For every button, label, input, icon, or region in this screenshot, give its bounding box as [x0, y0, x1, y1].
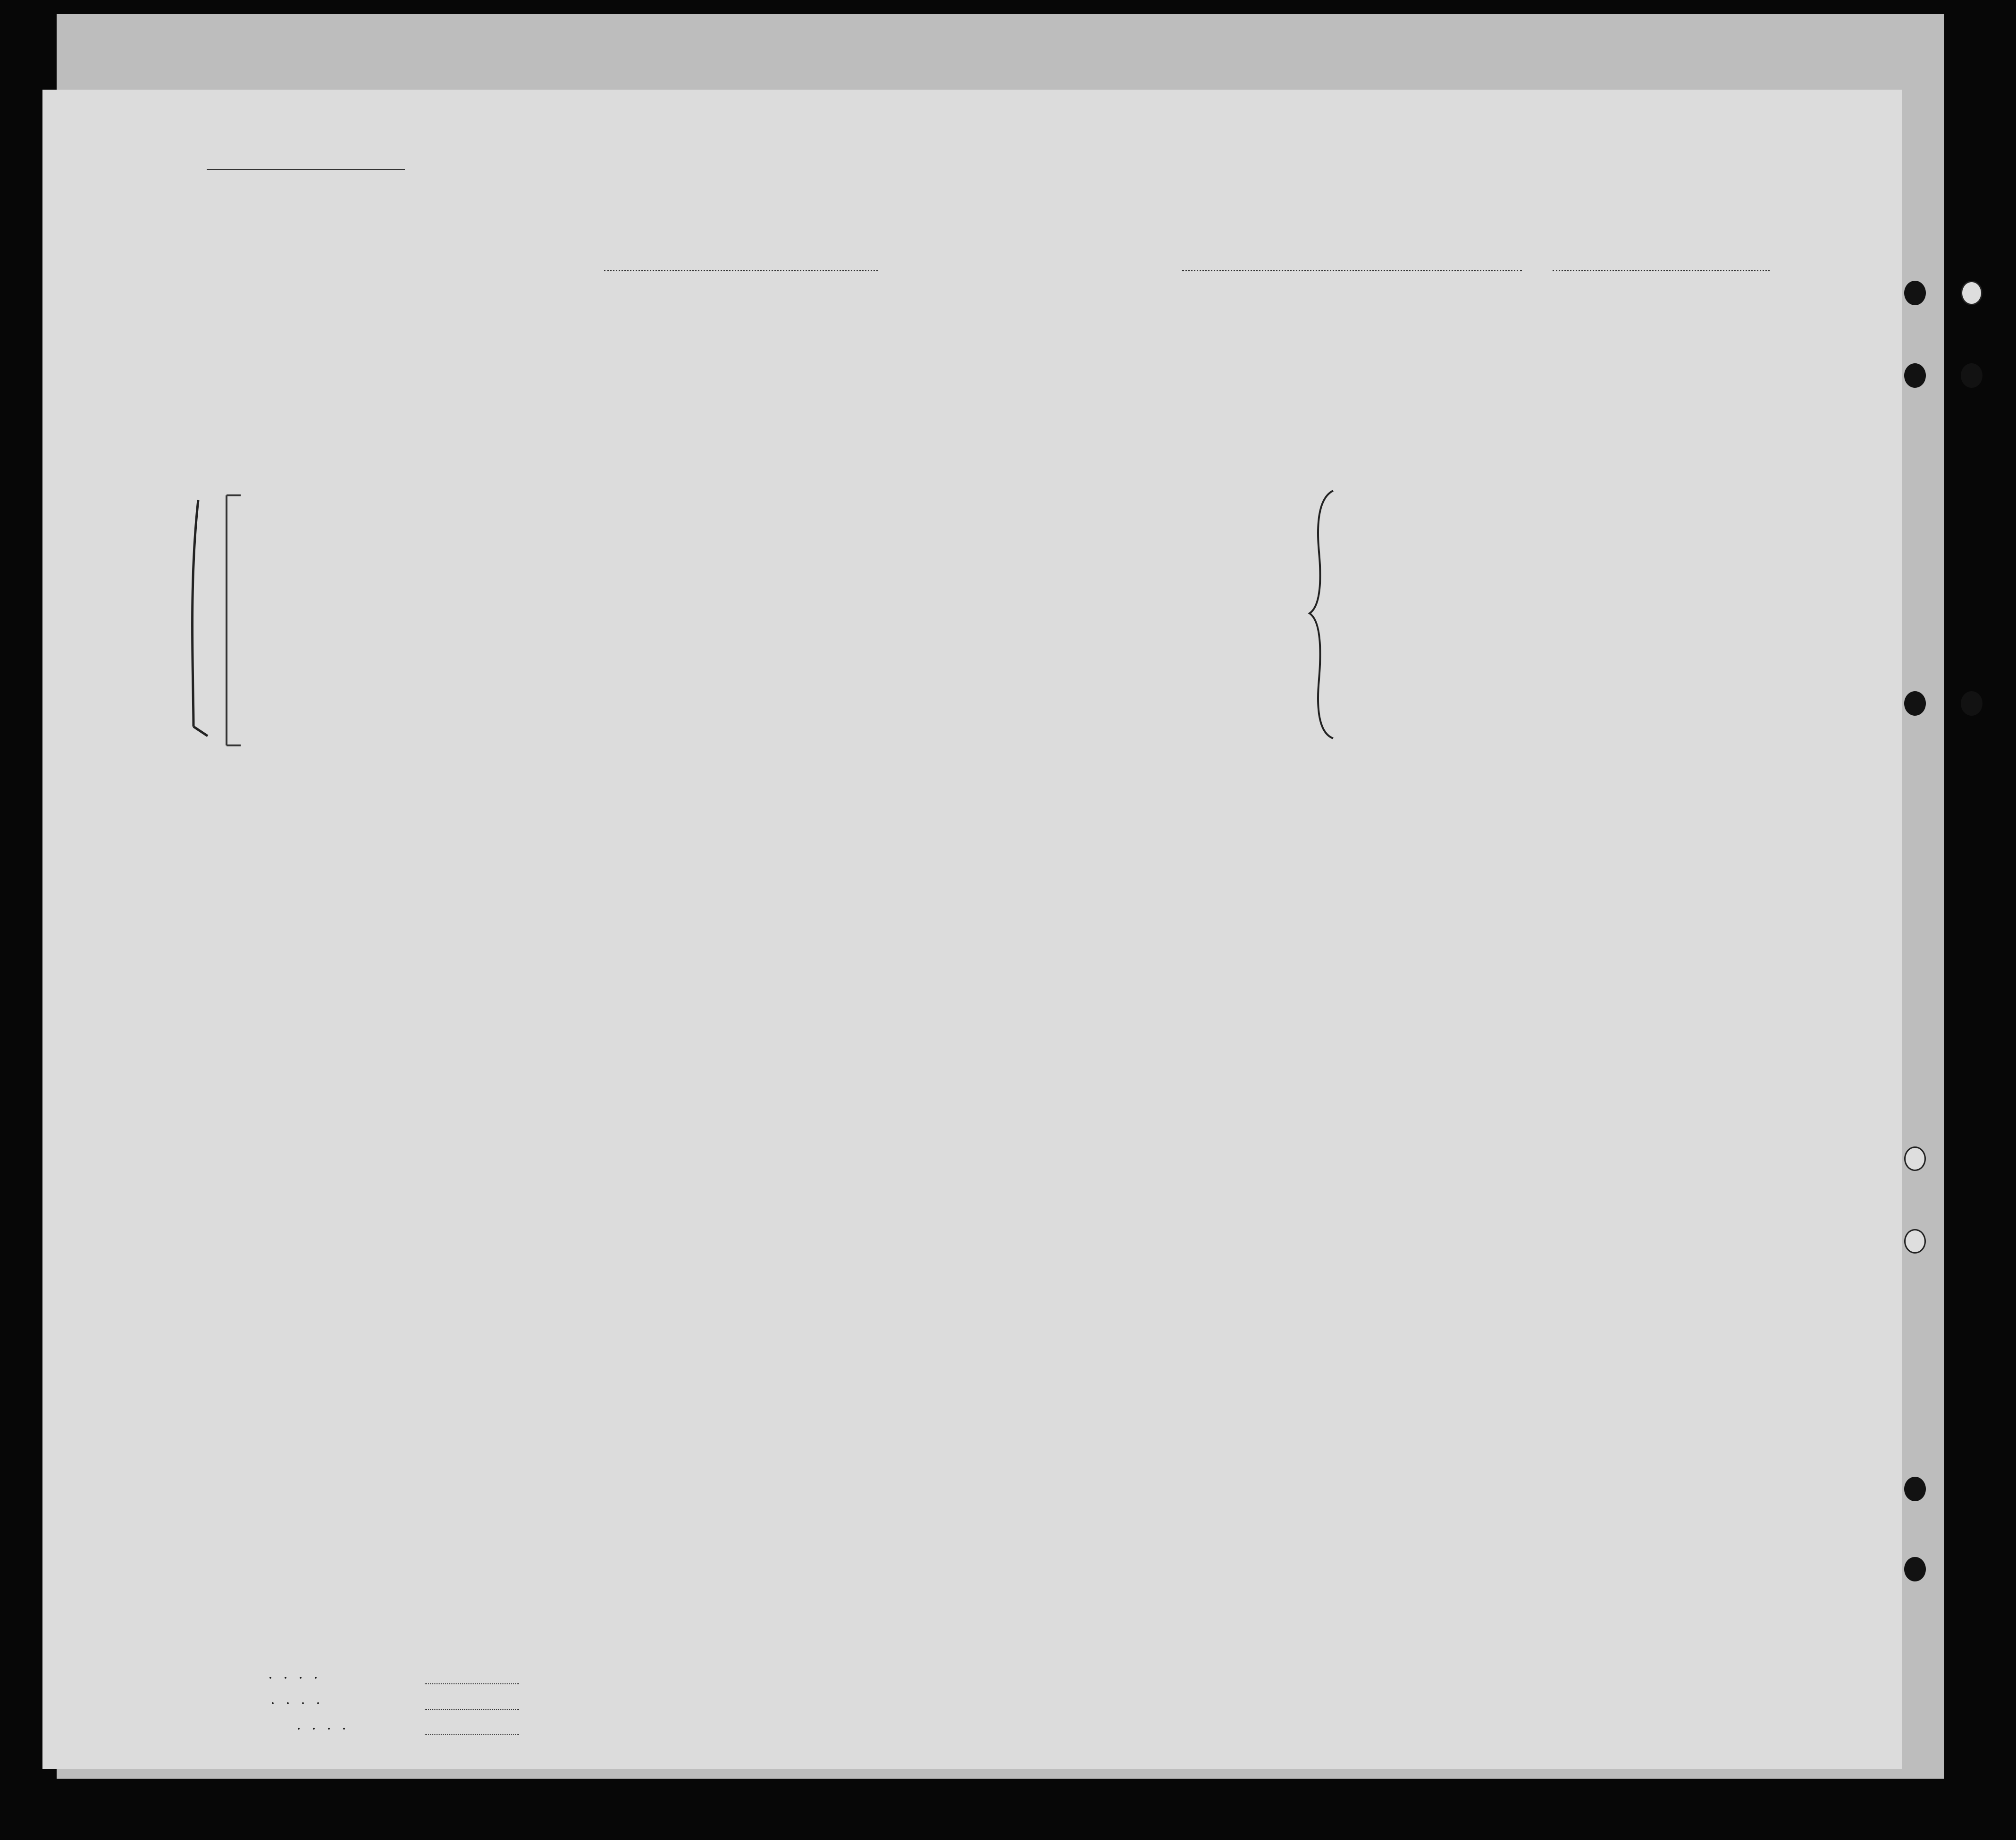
footer-us-citizens: . . . .	[271, 1695, 324, 1707]
total-passengers-line	[425, 1683, 519, 1684]
us-citizens-line	[425, 1709, 519, 1710]
footer-aliens: . . . .	[297, 1720, 350, 1732]
aliens-line	[425, 1734, 519, 1735]
sailing-date-line	[1553, 270, 1770, 271]
binder-hole	[1904, 1229, 1926, 1254]
binder-hole	[1961, 363, 1982, 388]
binder-hole	[1961, 281, 1982, 305]
binder-hole	[1904, 281, 1926, 305]
ship-name-line	[604, 270, 878, 271]
not-counted-bracket	[179, 491, 245, 755]
binder-hole	[1904, 691, 1926, 716]
visa-brace	[1300, 481, 1347, 745]
binder-hole	[1904, 1146, 1926, 1171]
binder-hole	[1904, 1477, 1926, 1501]
binder-hole	[1961, 691, 1982, 716]
sailing-port-line	[1182, 270, 1522, 271]
binder-hole	[1904, 1557, 1926, 1581]
list-underline	[207, 169, 405, 170]
binder-hole	[1904, 363, 1926, 388]
footer-total-passengers: . . . .	[269, 1669, 322, 1681]
